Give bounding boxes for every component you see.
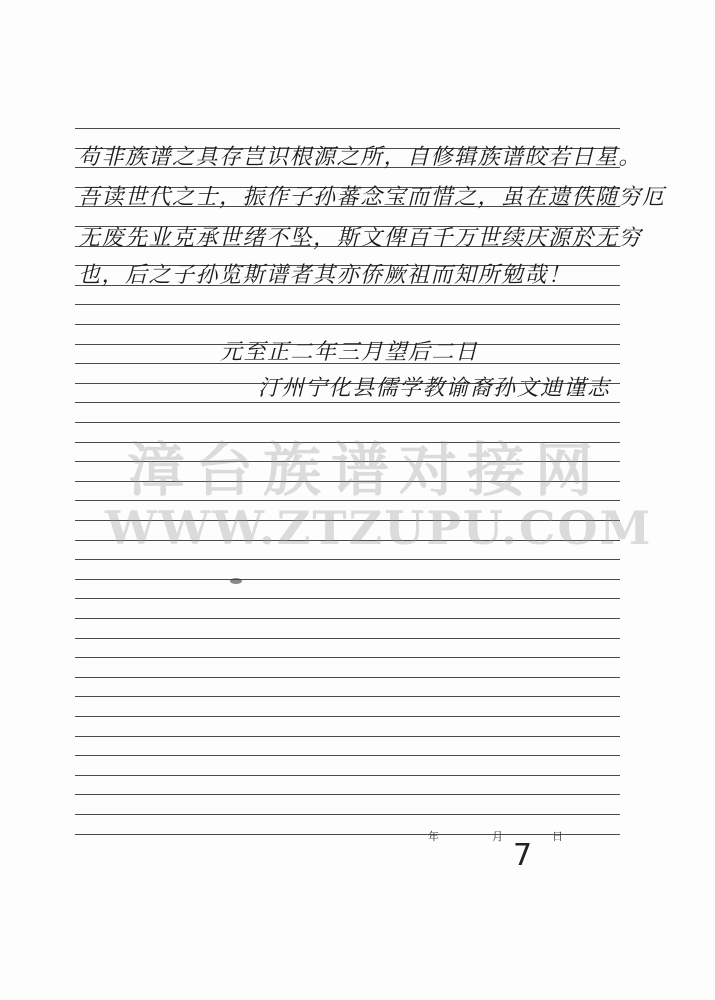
- watermark-chinese: 漳台族谱对接网: [126, 436, 603, 504]
- body-line-4: 也，后之子孙览斯谱者其亦侨厥祖而知所勉哉！: [78, 263, 572, 288]
- footer-month-label: 月: [492, 830, 503, 843]
- watermark-url: WWW.ZTZUPU.COM: [105, 501, 653, 555]
- signature-line: 汀州宁化县儒学教谕裔孙文迪谨志: [258, 376, 611, 401]
- body-line-3: 无废先业克承世绪不坠，斯文俾百千万世续庆源於无穷: [78, 226, 643, 251]
- body-line-1: 苟非族谱之具存岂识根源之所，自修辑族谱皎若日星。: [78, 145, 643, 170]
- page-number: 7: [513, 838, 533, 873]
- date-line: 元至正二年三月望后二日: [220, 340, 479, 365]
- footer-year-label: 年: [428, 830, 439, 843]
- ink-smudge: [230, 578, 242, 584]
- body-line-2: 吾读世代之士，振作子孙蕃念宝而惜之，虽在遗佚随穷厄: [78, 185, 666, 210]
- footer-day-label: 日: [552, 830, 563, 843]
